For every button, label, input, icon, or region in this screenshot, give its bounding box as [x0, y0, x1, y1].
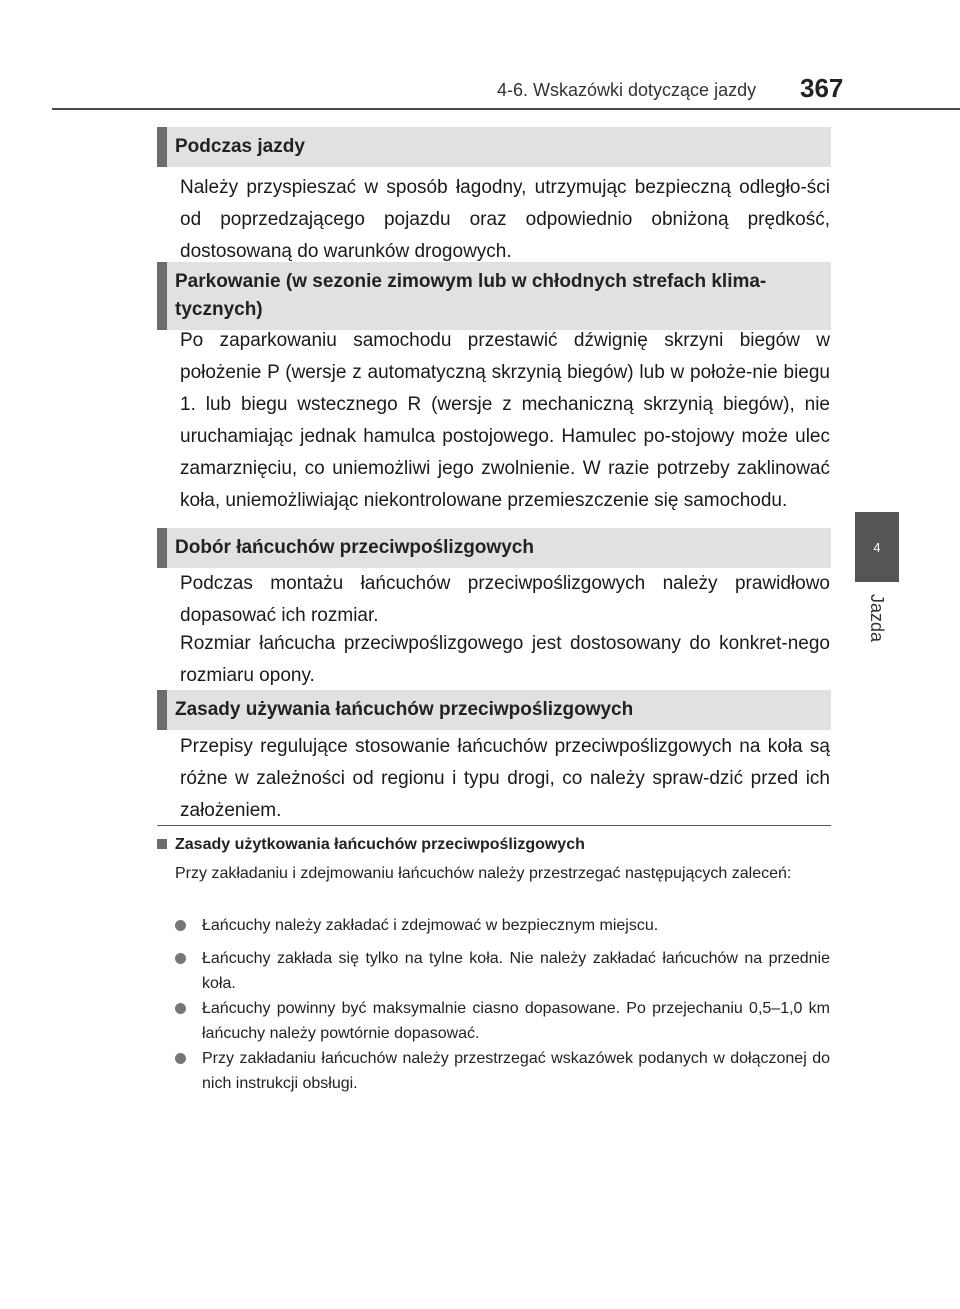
- bullet-dot-icon: [175, 1003, 186, 1014]
- list-item: [175, 946, 830, 996]
- chapter-number: 4: [873, 539, 881, 555]
- page-number: 367: [800, 73, 844, 103]
- section-paragraph: Przepisy regulujące stosowanie łańcuchów przeciwpoślizgowych na koła są różne w zależności od regionu i typu drogi, co należy spraw-dzić przed ich założeniem.: [180, 736, 830, 821]
- list-item-text: Łańcuchy powinny być maksymalnie ciasno dopasowane. Po przejechaniu 0,5–1,0 km łańcuchy należy powtórnie dopasować.: [202, 1000, 830, 1042]
- chapter-tab: [855, 512, 899, 582]
- section-heading-parkowanie: Parkowanie (w sezonie zimowym lub w chłodnych strefach klima-tycznych): [157, 262, 831, 330]
- section-paragraph: Rozmiar łańcucha przeciwpoślizgowego jest dostosowany do konkret-nego rozmiaru opony.: [180, 633, 830, 686]
- section-paragraph: Należy przyspieszać w sposób łagodny, utrzymując bezpieczną odległo-ści od poprzedzającego pojazdu oraz odpowiednio obniżoną prędkość, dostosowaną do warunków drogowych.: [180, 177, 830, 262]
- list-item-text: Przy zakładaniu łańcuchów należy przestrzegać wskazówek podanych w dołączonej do nich instrukcji obsługi.: [202, 1050, 830, 1092]
- running-header-section: 4-6. Wskazówki dotyczące jazdy: [497, 80, 757, 100]
- list-item-text: Łańcuchy zakłada się tylko na tylne koła. Nie należy zakładać łańcuchów na przednie koła.: [202, 950, 830, 992]
- section-heading-dobor-lancuchow: Dobór łańcuchów przeciwpoślizgowych: [157, 528, 831, 568]
- section-paragraph: Po zaparkowaniu samochodu przestawić dźwignię skrzyni biegów w położenie P (wersje z automatyczną skrzynią biegów) lub w położe-nie biegu 1. lub biegu wstecznego R (wersje z mechaniczną skrzynią biegów), nie uruchamiając jednak hamulca postojowego. Hamulec po-stojowy może ulec zamarznięciu, co uniemożliwi jego zwolnienie. W razie potrzeby zaklinować koła, uniemożliwiając niekontrolowane przemieszczenie się samochodu.: [180, 330, 830, 511]
- list-item: [175, 996, 830, 1046]
- list-item: [175, 913, 830, 938]
- bullet-dot-icon: [175, 953, 186, 964]
- subsection-divider: [157, 825, 831, 826]
- subsection-intro: Przy zakładaniu i zdejmowaniu łańcuchów należy przestrzegać następujących zaleceń:: [175, 865, 792, 882]
- list-item: [175, 1046, 830, 1096]
- subsection-heading: [157, 836, 585, 854]
- section-heading-zasady-uzywania: Zasady używania łańcuchów przeciwpoślizgowych: [157, 690, 831, 730]
- bullet-dot-icon: [175, 1053, 186, 1064]
- bullet-dot-icon: [175, 920, 186, 931]
- square-bullet-icon: [157, 839, 167, 849]
- section-paragraph: Podczas montażu łańcuchów przeciwpoślizgowych należy prawidłowo dopasować ich rozmiar.: [180, 573, 830, 626]
- list-item-text: Łańcuchy należy zakładać i zdejmować w bezpiecznym miejscu.: [202, 917, 659, 934]
- section-heading-podczas-jazdy: Podczas jazdy: [157, 127, 831, 167]
- header-rule: [52, 108, 960, 110]
- subsection-heading-text: Zasady użytkowania łańcuchów przeciwpoślizgowych: [175, 836, 585, 853]
- chapter-label: Jazda: [867, 594, 887, 643]
